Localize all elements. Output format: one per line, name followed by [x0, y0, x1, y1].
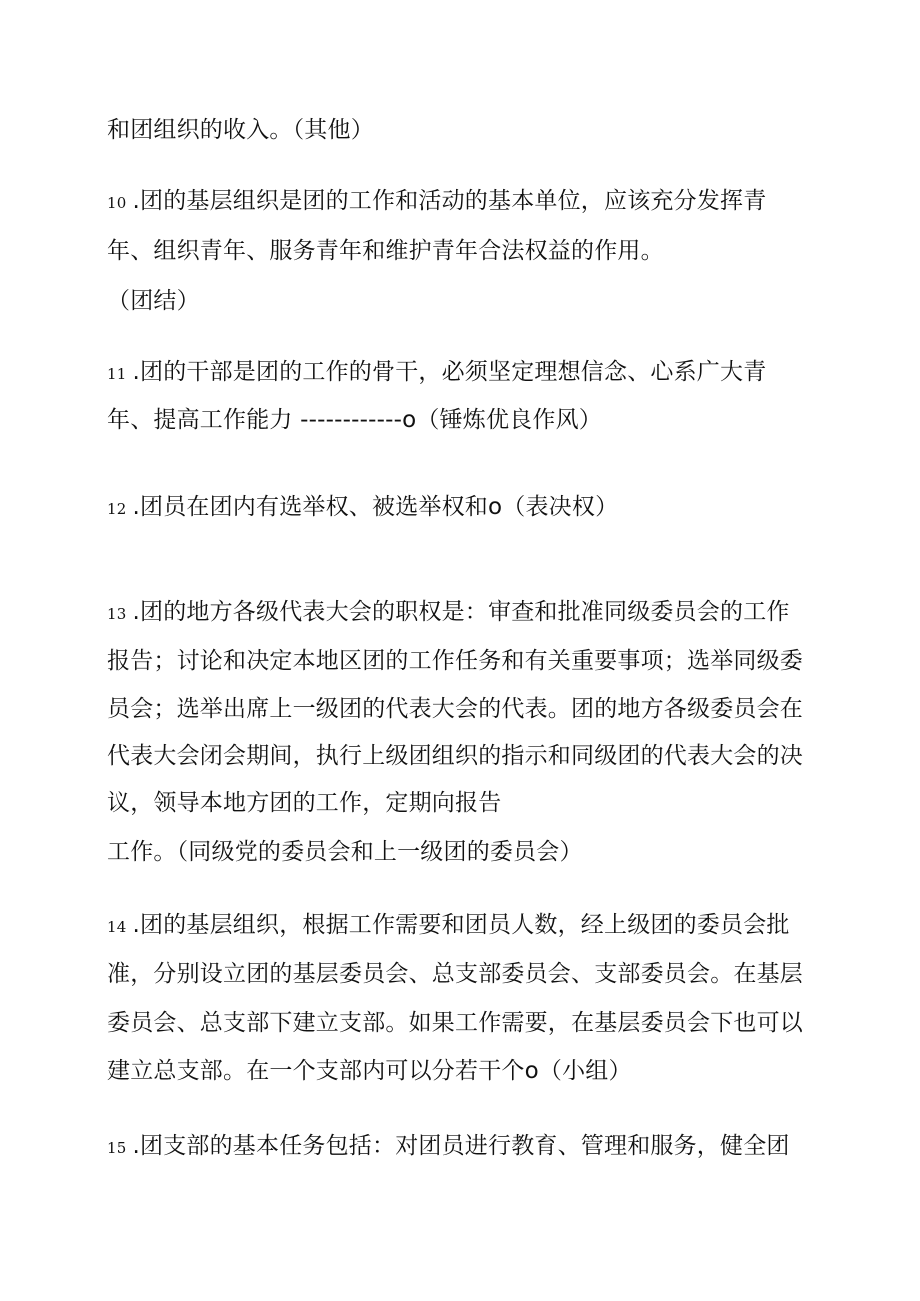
question-number: 10: [107, 194, 127, 212]
question-15-line-1: 15 .团支部的基本任务包括：对团员进行教育、管理和服务，健全团: [107, 1133, 790, 1159]
text-line: 报告；讨论和决定本地区团的工作任务和有关重要事项；选举同级委: [107, 648, 803, 674]
text-line: 年、提高工作能力 ------------o（锤炼优良作风）: [107, 407, 602, 433]
text-line: 代表大会闭会期间，执行上级团组织的指示和同级团的代表大会的决: [107, 743, 803, 769]
question-number: 14: [107, 918, 127, 936]
question-number: 12: [107, 500, 127, 518]
question-number: 11: [107, 365, 127, 383]
answer-line: （团结）: [107, 288, 200, 314]
question-number: 15: [107, 1139, 127, 1157]
question-14-line-1: 14 .团的基层组织，根据工作需要和团员人数，经上级团的委员会批: [107, 912, 790, 938]
text-line: 和团组织的收入。（其他）: [107, 117, 374, 143]
text-line: 年、组织青年、服务青年和维护青年合法权益的作用。: [107, 238, 664, 264]
question-10-line-1: 10 .团的基层组织是团的工作和活动的基本单位，应该充分发挥青: [107, 188, 767, 214]
question-13-line-1: 13 .团的地方各级代表大会的职权是：审查和批准同级委员会的工作: [107, 599, 790, 625]
text-line: 员会；选举出席上一级团的代表大会的代表。团的地方各级委员会在: [107, 696, 803, 722]
question-11-line-1: 11 .团的干部是团的工作的骨干，必须坚定理想信念、心系广大青: [107, 359, 767, 385]
question-12-line-1: 12 .团员在团内有选举权、被选举权和o（表决权）: [107, 494, 619, 520]
text-line: 工作。（同级党的委员会和上一级团的委员会）: [107, 839, 583, 865]
question-number: 13: [107, 605, 127, 623]
text-line: 议，领导本地方团的工作，定期向报告: [107, 790, 502, 816]
text-line: 委员会、总支部下建立支部。如果工作需要，在基层委员会下也可以: [107, 1010, 803, 1036]
text-line: 建立总支部。在一个支部内可以分若干个o（小组）: [107, 1058, 632, 1084]
text-line: 准，分别设立团的基层委员会、总支部委员会、支部委员会。在基层: [107, 961, 803, 987]
